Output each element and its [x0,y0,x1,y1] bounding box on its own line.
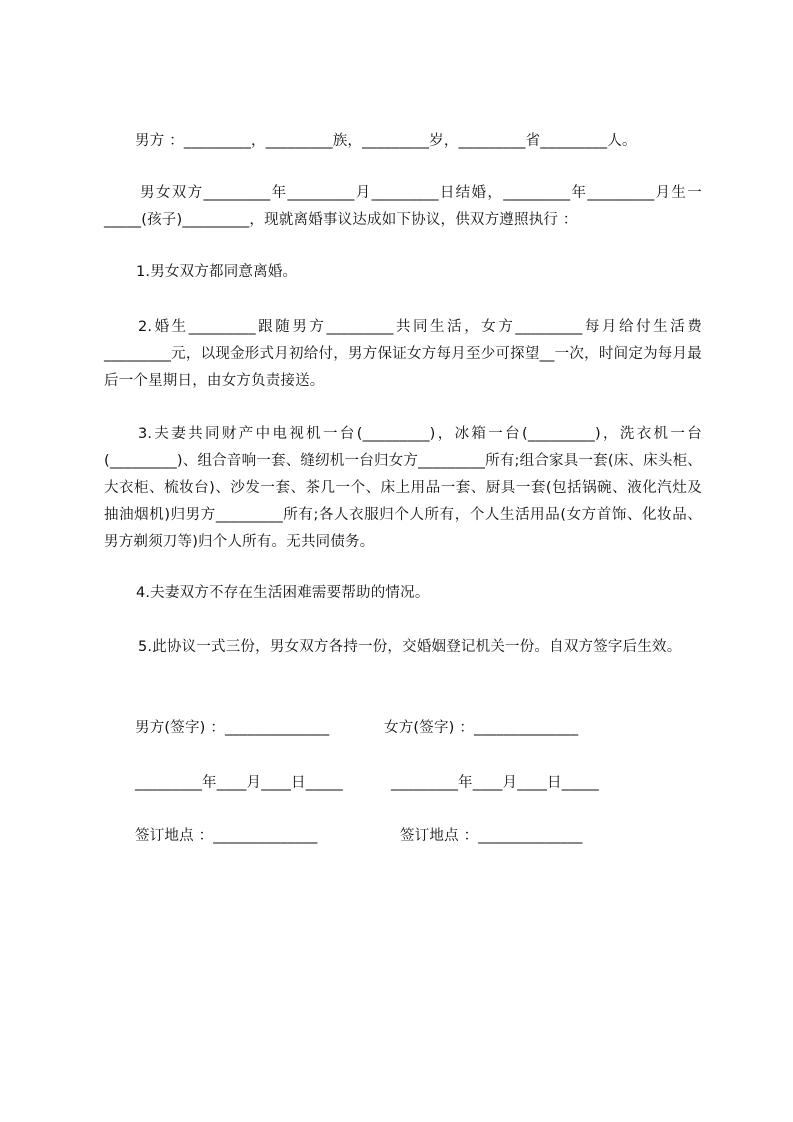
paragraph-clause-4: 4.夫妻双方不存在生活困难需要帮助的情况。 [136,585,430,601]
paragraph-clause-3: 3.夫妻共同财产中电视机一台(_________)，冰箱一台(_________)，洗衣机一台(_________)、组合音响一套、缝纫机一台归女方_________所有;组合家具一套(床、床头柜、大衣柜、梳妆台)、沙发一套、茶几一个、床上用品一套、厨具一套(包括锅碗、液化汽灶及抽油烟机)归男方_________所有;各人衣服归个人所有，个人生活用品(女方首饰、化妆品、男方剃须刀等)归个人所有。无共同债务。 [104,426,702,550]
male-signature-field: 男方(签字) ：______________ [135,720,330,736]
intro-line: 男方 ：_________，_________族，_________岁，_________省_________人。 [135,133,637,149]
female-date-field: _________年____月____日_____ [391,775,599,791]
paragraph-clause-5: 5.此协议一式三份，男女双方各持一份，交婚姻登记机关一份。自双方签字后生效。 [138,639,682,655]
male-place-field: 签订地点 ：______________ [135,828,318,844]
paragraph-marriage-info: 男女双方_________年_________月_________日结婚，_________年_________月生一_____(孩子)_________，现就离婚事议达成如下协议，供双方遵照执行 ： [104,185,702,228]
paragraph-clause-2: 2.婚生_________跟随男方_________共同生活，女方_________每月给付生活费_________元，以现金形式月初给付，男方保证女方每月至少可探望__一次，时间定为每月最后一个星期日，由女方负责接送。 [104,319,702,389]
paragraph-clause-1: 1.男女双方都同意离婚。 [136,264,298,280]
male-date-field: _________年____月____日_____ [135,775,343,791]
female-signature-field: 女方(签字) ：______________ [384,720,579,736]
female-place-field: 签订地点 ：______________ [400,828,583,844]
